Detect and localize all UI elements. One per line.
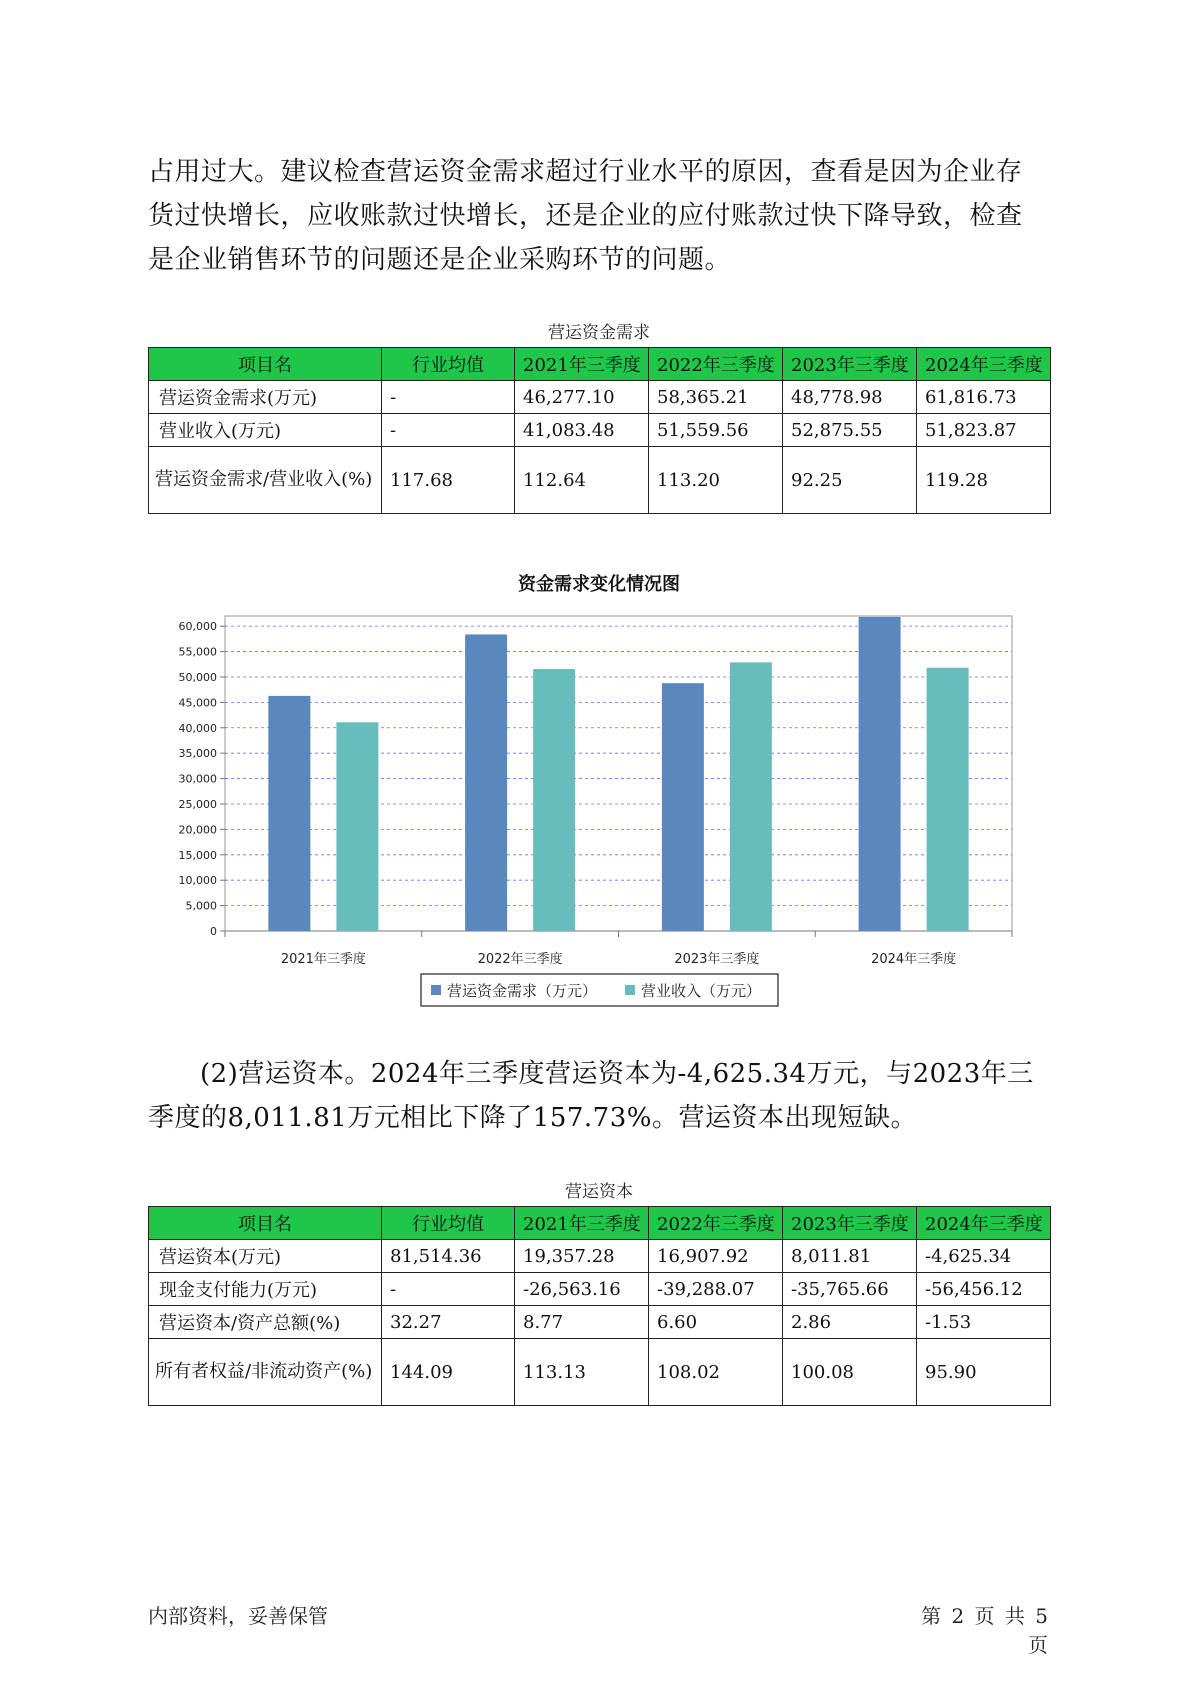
y-tick-label: 5,000 — [185, 899, 217, 913]
header-cell: 2023年三季度 — [783, 1207, 917, 1240]
y-tick-label: 15,000 — [178, 848, 217, 862]
table-cell: 144.09 — [382, 1339, 515, 1406]
bar — [533, 669, 575, 931]
footer-confidential-note: 内部资料，妥善保管 — [148, 1604, 328, 1628]
row-label: 营运资本/资产总额(%) — [149, 1306, 382, 1339]
table-cell: 6.60 — [649, 1306, 783, 1339]
table-cell: - — [382, 414, 515, 447]
header-cell: 2023年三季度 — [783, 348, 917, 381]
body-paragraph-2: (2)营运资本。2024年三季度营运资本为-4,625.34万元，与2023年三季度的8,011.81万元相比下降了157.73%。营运资本出现短缺。 — [148, 1059, 1034, 1133]
table-cell: 95.90 — [917, 1339, 1051, 1406]
table-cell: -1.53 — [917, 1306, 1051, 1339]
legend-label: 营运资金需求（万元） — [447, 982, 598, 1000]
table-cell: -35,765.66 — [783, 1273, 917, 1306]
table-cell: 61,816.73 — [917, 381, 1051, 414]
table-cell: 119.28 — [917, 447, 1051, 514]
bar — [662, 683, 704, 931]
y-tick-label: 30,000 — [178, 772, 217, 786]
legend-label: 营业收入（万元） — [641, 982, 762, 1000]
chart-title: 资金需求变化情况图 — [518, 574, 680, 595]
body-paragraph-1: 占用过大。建议检查营运资金需求超过行业水平的原因，查看是因为企业存货过快增长，应收账款过快增长，还是企业的应付账款过快下降导致，检查是企业销售环节的问题还是企业采购环节的问题。 — [148, 157, 1023, 275]
row-label: 营运资本(万元) — [149, 1240, 382, 1273]
table-cell: -4,625.34 — [917, 1240, 1051, 1273]
table-cell: 19,357.28 — [515, 1240, 649, 1273]
footer-page-number: 第 2 页 共 5 页 — [921, 1604, 1048, 1657]
y-tick-label: 55,000 — [178, 645, 217, 659]
table-row — [149, 1273, 1051, 1306]
header-cell: 2021年三季度 — [515, 348, 649, 381]
row-label: 现金支付能力(万元) — [149, 1273, 382, 1306]
table-cell: - — [382, 1273, 515, 1306]
table-row — [149, 1339, 1051, 1406]
row-label: 所有者权益/非流动资产(%) — [149, 1339, 382, 1406]
table-row — [149, 1240, 1051, 1273]
table-cell: -26,563.16 — [515, 1273, 649, 1306]
x-tick-label: 2022年三季度 — [477, 952, 563, 967]
legend-swatch — [431, 985, 441, 995]
header-cell: 2021年三季度 — [515, 1207, 649, 1240]
table-cell: 117.68 — [382, 447, 515, 514]
header-cell: 2024年三季度 — [917, 1207, 1051, 1240]
bar — [859, 617, 901, 931]
header-cell: 行业均值 — [382, 1207, 515, 1240]
bar — [268, 696, 310, 931]
legend-swatch — [625, 985, 635, 995]
table-header-row — [149, 1207, 1051, 1240]
bar — [465, 634, 507, 931]
header-cell: 项目名 — [149, 1207, 382, 1240]
header-cell: 2022年三季度 — [649, 1207, 783, 1240]
table-cell: 58,365.21 — [649, 381, 783, 414]
y-tick-label: 25,000 — [178, 797, 217, 811]
header-cell: 2022年三季度 — [649, 348, 783, 381]
table-cell: 100.08 — [783, 1339, 917, 1406]
y-tick-label: 50,000 — [178, 670, 217, 684]
table-cell: 32.27 — [382, 1306, 515, 1339]
table-cell: 51,823.87 — [917, 414, 1051, 447]
table-cell: -39,288.07 — [649, 1273, 783, 1306]
table-row — [149, 1306, 1051, 1339]
y-tick-label: 45,000 — [178, 696, 217, 710]
table-cell: 46,277.10 — [515, 381, 649, 414]
table-caption-working-capital: 营运资本 — [565, 1182, 633, 1202]
table-cell: 52,875.55 — [783, 414, 917, 447]
header-cell: 项目名 — [149, 348, 382, 381]
y-tick-label: 10,000 — [178, 874, 217, 888]
table-cell: - — [382, 381, 515, 414]
header-cell: 行业均值 — [382, 348, 515, 381]
table-cell: 113.13 — [515, 1339, 649, 1406]
table-caption-working-capital-demand: 营运资金需求 — [548, 323, 650, 343]
y-tick-label: 35,000 — [178, 747, 217, 761]
row-label: 营业收入(万元) — [149, 414, 382, 447]
table-cell: 112.64 — [515, 447, 649, 514]
table-cell: 2.86 — [783, 1306, 917, 1339]
table-cell: 92.25 — [783, 447, 917, 514]
bar — [730, 662, 772, 931]
table-cell: 8,011.81 — [783, 1240, 917, 1273]
y-tick-label: 0 — [210, 925, 217, 938]
y-tick-label: 20,000 — [178, 823, 217, 837]
row-label: 营运资金需求(万元) — [149, 381, 382, 414]
y-tick-label: 60,000 — [178, 620, 217, 634]
table-cell: 81,514.36 — [382, 1240, 515, 1273]
table-cell: 8.77 — [515, 1306, 649, 1339]
header-cell: 2024年三季度 — [917, 348, 1051, 381]
table-cell: 48,778.98 — [783, 381, 917, 414]
x-tick-label: 2021年三季度 — [280, 952, 366, 967]
working-capital-table — [148, 1206, 1051, 1406]
y-tick-label: 40,000 — [178, 721, 217, 735]
x-tick-label: 2023年三季度 — [674, 952, 760, 967]
table-cell: 41,083.48 — [515, 414, 649, 447]
bar — [336, 722, 378, 931]
bar — [927, 668, 969, 931]
x-tick-label: 2024年三季度 — [871, 952, 957, 967]
table-cell: 51,559.56 — [649, 414, 783, 447]
row-label: 营运资金需求/营业收入(%) — [149, 447, 382, 514]
table-cell: 108.02 — [649, 1339, 783, 1406]
table-cell: 16,907.92 — [649, 1240, 783, 1273]
table-cell: 113.20 — [649, 447, 783, 514]
table-cell: -56,456.12 — [917, 1273, 1051, 1306]
